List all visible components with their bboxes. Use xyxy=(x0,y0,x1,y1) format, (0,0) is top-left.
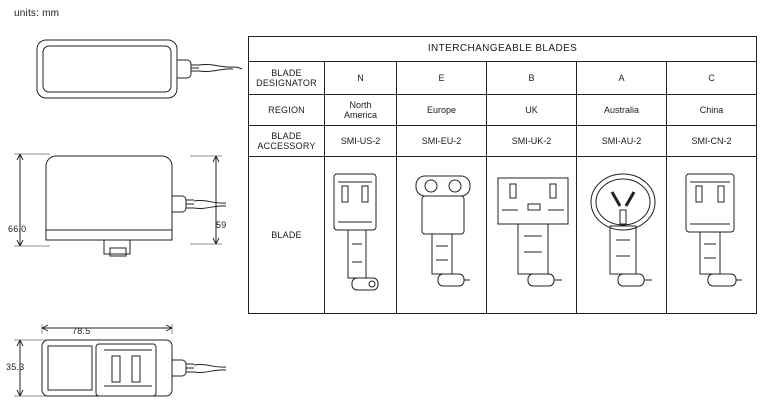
side-view-drawing xyxy=(0,124,248,304)
bottom-view-drawing xyxy=(0,314,248,414)
accessory-a: SMI-AU-2 xyxy=(577,126,667,157)
blade-cell-e xyxy=(397,157,487,314)
uk-blade-icon xyxy=(488,162,578,308)
row-label-accessory-line1: BLADE xyxy=(271,130,302,141)
row-label-accessory xyxy=(249,126,325,157)
row-label-region: REGION xyxy=(249,95,325,126)
row-label-designator-line2: DESIGNATOR xyxy=(256,78,317,88)
interchangeable-blades-table xyxy=(248,36,757,314)
us-blade-icon xyxy=(326,162,398,308)
accessory-n: SMI-US-2 xyxy=(325,126,397,157)
accessory-c: SMI-CN-2 xyxy=(667,126,757,157)
designator-e: E xyxy=(397,62,487,95)
designator-a: A xyxy=(577,62,667,95)
designator-b: B xyxy=(487,62,577,95)
designator-n: N xyxy=(325,62,397,95)
table-row-blade xyxy=(249,157,757,314)
units-note: units: mm xyxy=(14,8,60,19)
region-n-line2: America xyxy=(343,110,377,120)
eu-blade-icon xyxy=(398,162,488,308)
blade-cell-n xyxy=(325,157,397,314)
row-label-designator xyxy=(249,62,325,95)
accessory-e: SMI-EU-2 xyxy=(397,126,487,157)
region-a: Australia xyxy=(577,95,667,126)
table-row-designator xyxy=(249,62,757,95)
region-b: UK xyxy=(487,95,577,126)
dimension-height-bottom: 35.3 xyxy=(6,362,25,372)
cn-blade-icon xyxy=(668,162,758,308)
region-c: China xyxy=(667,95,757,126)
accessory-b: SMI-UK-2 xyxy=(487,126,577,157)
row-label-accessory-line2: ACCESSORY xyxy=(257,141,316,151)
top-view-drawing xyxy=(0,24,248,120)
table-row-accessory xyxy=(249,126,757,157)
table-row-region xyxy=(249,95,757,126)
row-label-designator-line1: BLADE xyxy=(271,67,302,78)
row-label-blade: BLADE xyxy=(249,157,325,314)
product-drawings-panel xyxy=(0,24,248,404)
table-title: INTERCHANGEABLE BLADES xyxy=(249,37,757,62)
dimension-width-bottom: 78.5 xyxy=(72,326,91,336)
blade-cell-a xyxy=(577,157,667,314)
blade-cell-c xyxy=(667,157,757,314)
au-blade-icon xyxy=(578,162,668,308)
blade-cell-b xyxy=(487,157,577,314)
dimension-height-left: 66.0 xyxy=(8,224,27,234)
region-n xyxy=(325,95,397,126)
designator-c: C xyxy=(667,62,757,95)
region-n-line1: North xyxy=(349,99,372,110)
region-e: Europe xyxy=(397,95,487,126)
dimension-depth-right: 59 xyxy=(216,220,227,230)
